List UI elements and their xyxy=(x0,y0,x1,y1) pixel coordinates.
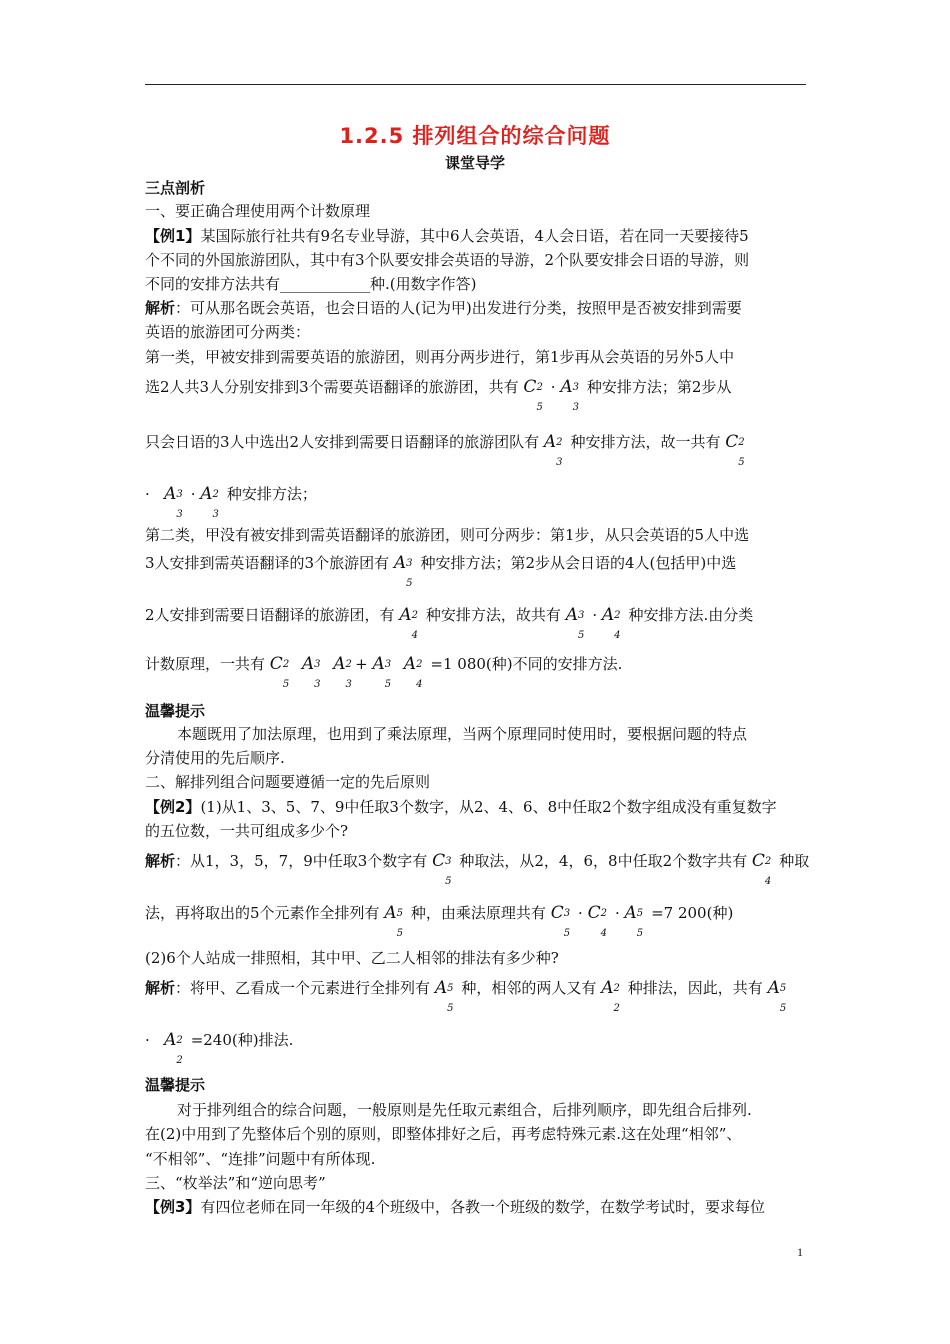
solution-1-line: 选2人共3人分别安排到3个需要英语翻译的旅游团，共有 C 2 5 · A 3 3 种安排方法；第2步从 xyxy=(145,377,732,413)
solution-1-line: 计数原理，一共有 C 2 5 A 3 3 A 2 3 + A 3 5 A 2 4 =1 080(种)不同的安排方法. xyxy=(145,654,623,690)
example-3-line xyxy=(145,1197,765,1217)
solution-text: 种安排方法；第2步从会日语的4人(包括甲)中选 xyxy=(420,554,737,572)
tip-1-line: 本题既用了加法原理，也用到了乘法原理，当两个原理同时使用时，要根据问题的特点 xyxy=(177,725,748,743)
solution-2-line: · A 2 2 =240(种)排法. xyxy=(145,1030,294,1066)
example-1-line: 不同的安排方法共有____________种.(用数字作答) xyxy=(145,275,477,293)
page-title: 1.2.5 排列组合的综合问题 xyxy=(339,124,611,148)
formula-A-5-5: A 5 5 xyxy=(624,903,644,939)
solution-1-line: 英语的旅游团可分两类： xyxy=(145,323,311,341)
formula-A-5-3: A 3 5 xyxy=(393,553,413,589)
solution-text: 种安排方法；第2步从 xyxy=(586,378,732,396)
solution-text: 种安排方法，故共有 xyxy=(425,606,561,624)
solution-text: 种安排方法.由分类 xyxy=(628,606,754,624)
tip-heading: 温馨提示 xyxy=(145,702,206,720)
formula-A-3-2: A 2 3 xyxy=(543,432,563,468)
solution-text: 3人安排到需英语翻译的3个旅游团有 xyxy=(145,554,390,572)
solution-text: 选2人共3人分别安排到3个需要英语翻译的旅游团，共有 xyxy=(145,378,519,396)
solution-1-line: 第一类，甲被安排到需要英语的旅游团，则再分两步进行，第1步再从会英语的另外5人中 xyxy=(145,348,735,366)
tip-2-line: 在(2)中用到了先整体后个别的原则，即整体排好之后，再考虑特殊元素.这在处理“相邻”、 xyxy=(145,1125,742,1143)
formula-A-3-2: A 2 3 xyxy=(333,654,352,690)
section-2-heading: 二、解排列组合问题要遵循一定的先后原则 xyxy=(145,773,431,791)
solution-1-line xyxy=(145,553,737,589)
solution-text: 种安排方法； xyxy=(226,485,317,503)
solution-text: 法，再将取出的5个元素作全排列有 xyxy=(145,904,380,922)
formula-C-4-2: C 2 4 xyxy=(751,851,772,887)
formula-A-4-2: A 2 4 xyxy=(399,605,418,641)
formula-A-5-3: A 3 5 xyxy=(565,605,585,641)
solution-1-line: 2人安排到需要日语翻译的旅游团，有 A 2 4 种安排方法，故共有 A 3 5 · A 2 4 种安排方法.由分类 xyxy=(145,605,754,641)
solution-text: 计数原理，一共有 xyxy=(145,655,266,673)
example-3-tag: 【例3】 xyxy=(145,1198,201,1216)
solution-text: ：可从那名既会英语，也会日语的人(记为甲)出发进行分类，按照甲是否被安排到需要 xyxy=(175,299,742,317)
formula-A-3-3: A 3 3 xyxy=(560,377,579,413)
section-heading: 三点剖析 xyxy=(145,179,206,197)
solution-text: ：从1，3，5，7，9中任取3个数字有 xyxy=(175,852,428,870)
solution-text: 种安排方法，故一共有 xyxy=(570,433,721,451)
tip-1-line: 分清使用的先后顺序. xyxy=(145,749,285,767)
solution-1-line xyxy=(145,298,742,318)
solution-text: 种，相邻的两人又有 xyxy=(461,979,597,997)
solution-text: 只会日语的3人中选出2人安排到需要日语翻译的旅游团队有 xyxy=(145,433,540,451)
solution-text: 种取 xyxy=(779,852,810,870)
formula-C-5-3: C 3 5 xyxy=(550,903,571,939)
page-number: 1 xyxy=(797,1245,803,1259)
formula-A-5-5: A 5 5 xyxy=(384,903,403,939)
solution-text: =240(种)排法. xyxy=(190,1031,294,1049)
solution-text: ：将甲、乙看成一个元素进行全排列有 xyxy=(175,979,431,997)
solution-tag: 解析 xyxy=(145,979,176,997)
formula-A-2-2: A 2 2 xyxy=(601,978,620,1014)
formula-A-3-3: A 3 3 xyxy=(164,484,183,520)
formula-A-3-3: A 3 3 xyxy=(301,654,321,690)
solution-text: 2人安排到需要日语翻译的旅游团，有 xyxy=(145,606,395,624)
solution-1-line xyxy=(145,432,745,468)
example-1-line: 个不同的外国旅游团队，其中有3个队要安排会英语的导游，2个队要安排会日语的导游，则 xyxy=(145,251,750,269)
example-2-line xyxy=(145,797,777,817)
formula-C-4-2: C 2 4 xyxy=(587,903,607,939)
formula-C-5-2: C 2 5 xyxy=(523,377,543,413)
example-2-tag: 【例2】 xyxy=(145,798,201,816)
example-1-tag: 【例1】 xyxy=(145,227,201,245)
tip-2-line: 对于排列组合的综合问题，一般原则是先任取元素组合，后排列顺序，即先组合后排列. xyxy=(177,1101,752,1119)
formula-A-5-3: A 3 5 xyxy=(372,654,392,690)
formula-A-4-2: A 2 4 xyxy=(601,605,621,641)
example-1-text: 某国际旅行社共有9名专业导游，其中6人会英语，4人会日语，若在同一天要接待5 xyxy=(200,227,749,245)
example-2-line: 的五位数，一共可组成多少个? xyxy=(145,822,349,840)
formula-A-5-5: A 5 5 xyxy=(434,978,454,1014)
formula-A-4-2: A 2 4 xyxy=(403,654,423,690)
solution-2-line xyxy=(145,851,810,887)
example-3-text: 有四位老师在同一年级的4个班级中，各教一个班级的数学，在数学考试时，要求每位 xyxy=(200,1198,765,1216)
example-2-text: (1)从1、3、5、7、9中任取3个数字，从2、4、6、8中任取2个数字组成没有重复数字 xyxy=(200,798,777,816)
tip-heading: 温馨提示 xyxy=(145,1076,206,1094)
solution-tag: 解析 xyxy=(145,299,176,317)
tip-2-line: “不相邻”、“连排”问题中有所体现. xyxy=(145,1150,376,1168)
solution-text: =1 080(种)不同的安排方法. xyxy=(430,655,623,673)
section-3-heading: 三、“枚举法”和“逆向思考” xyxy=(145,1174,326,1192)
solution-2-line: (2)6个人站成一排照相，其中甲、乙二人相邻的排法有多少种? xyxy=(145,949,559,967)
formula-C-5-2: C 2 5 xyxy=(725,432,745,468)
solution-1-line: 第二类，甲没有被安排到需英语翻译的旅游团，则可分两步：第1步，从只会英语的5人中选 xyxy=(145,526,750,544)
solution-text: =7 200(种) xyxy=(651,904,734,922)
solution-text: 种，由乘法原理共有 xyxy=(410,904,546,922)
header-rule xyxy=(145,84,806,85)
solution-1-line: · A 3 3 · A 2 3 种安排方法； xyxy=(145,484,317,520)
example-1-line xyxy=(145,226,749,246)
formula-A-3-2: A 2 3 xyxy=(200,484,219,520)
formula-C-5-2: C 2 5 xyxy=(269,654,290,690)
formula-A-2-2: A 2 2 xyxy=(164,1030,183,1066)
solution-tag: 解析 xyxy=(145,852,176,870)
page-subtitle: 课堂导学 xyxy=(444,154,505,172)
section-1-heading: 一、要正确合理使用两个计数原理 xyxy=(145,202,371,220)
solution-text: 种排法，因此，共有 xyxy=(627,979,763,997)
solution-2-line xyxy=(145,978,787,1014)
solution-text: 种取法，从2，4，6，8中任取2个数字共有 xyxy=(459,852,748,870)
formula-C-5-3: C 3 5 xyxy=(432,851,452,887)
formula-A-5-5: A 5 5 xyxy=(767,978,787,1014)
solution-2-line: 法，再将取出的5个元素作全排列有 A 5 5 种，由乘法原理共有 C 3 5 · C 2 4 · A 5 5 =7 200(种) xyxy=(145,903,734,939)
